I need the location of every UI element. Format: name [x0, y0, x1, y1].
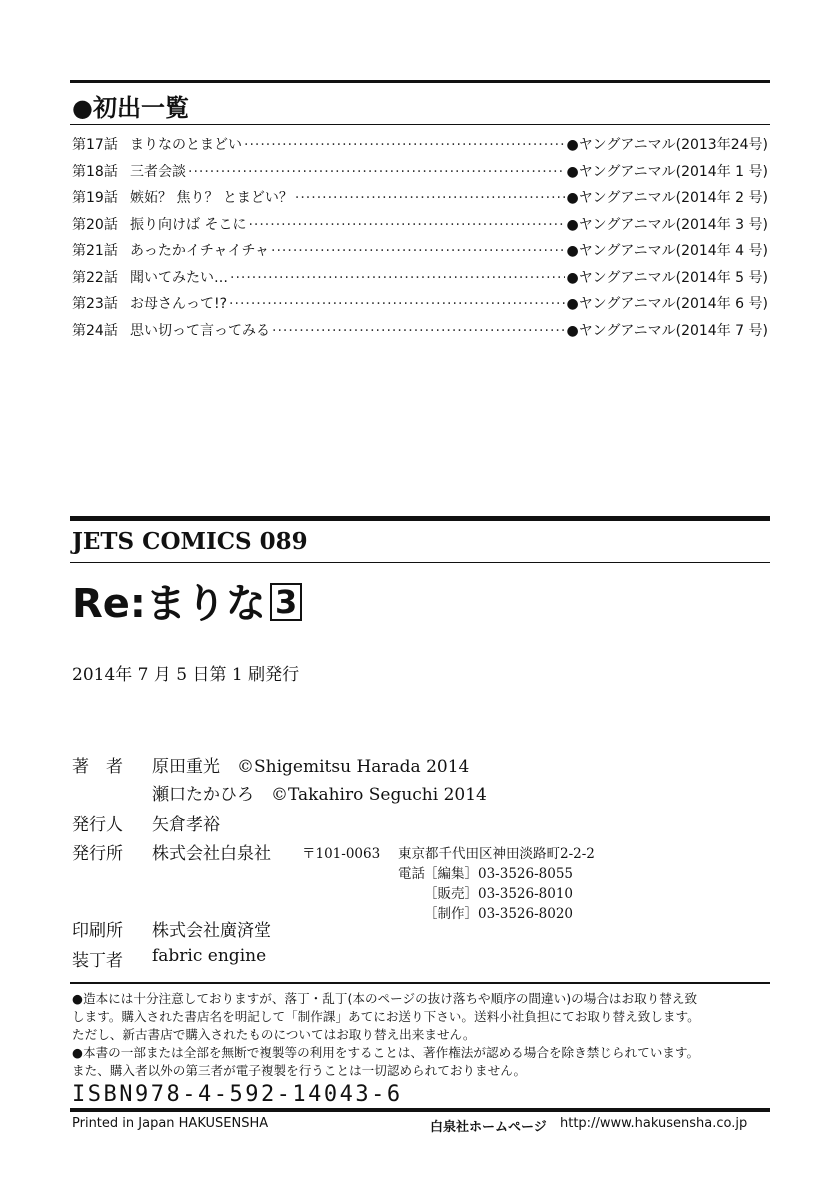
- book-title: [72, 572, 302, 629]
- list-item: [72, 240, 768, 267]
- publisher-person-label: 発行人: [72, 815, 123, 835]
- notes-rule: [70, 982, 770, 984]
- postal-code: 〒101-0063: [302, 846, 381, 862]
- dot-leader: [230, 270, 565, 286]
- chapter-title: 思い切って言ってみる: [130, 322, 270, 339]
- chapter-number: 第20話: [72, 216, 118, 233]
- chapter-title: 振り向けば そこに: [130, 216, 247, 233]
- phone-label: 電話: [398, 866, 425, 882]
- author-label: 著 者: [72, 757, 123, 777]
- series-rule: [70, 562, 770, 563]
- chapter-source: ●ヤングアニマル(2014年 4 号): [566, 243, 768, 259]
- publisher-person: 矢倉孝裕: [152, 815, 220, 835]
- list-item: [72, 161, 768, 188]
- printer-label: 印刷所: [72, 921, 123, 941]
- chapter-number: 第22話: [72, 269, 118, 286]
- chapter-number: 第21話: [72, 243, 118, 259]
- list-item: [72, 267, 768, 294]
- book-title-text: Re:まりな: [72, 581, 266, 627]
- chapter-title: 聞いてみたい…: [130, 269, 228, 286]
- chapter-title: まりなのとまどい: [130, 137, 242, 153]
- list-item: [72, 214, 768, 241]
- publisher-label: 発行所: [72, 844, 123, 864]
- chapter-number: 第17話: [72, 137, 118, 153]
- printed-in: Printed in Japan HAKUSENSHA: [72, 1116, 269, 1131]
- top-rule: [70, 80, 770, 83]
- chapter-source: ●ヤングアニマル(2014年 5 号): [566, 269, 768, 286]
- printer-name: 株式会社廣済堂: [152, 921, 271, 941]
- notes: [72, 990, 772, 1080]
- phone-editorial: ［編集］03-3526-8055: [424, 866, 574, 882]
- phone-sales: ［販売］03-3526-8010: [424, 886, 574, 902]
- dot-leader: [295, 190, 565, 206]
- colophon-top-rule: [70, 516, 770, 521]
- series-name: JETS COMICS 089: [72, 528, 308, 555]
- note-line: ●造本には十分注意しておりますが、落丁・乱丁(本のページの抜け落ちや順序の間違い)の場合はお取り替え致: [72, 991, 698, 1006]
- dot-leader: [229, 296, 564, 312]
- chapter-title: あったかイチャイチャ: [130, 243, 270, 259]
- dot-leader: [272, 323, 565, 339]
- homepage-url: http://www.hakusensha.co.jp: [560, 1116, 748, 1131]
- dot-leader: [244, 137, 565, 153]
- chapter-source: ●ヤングアニマル(2014年 1 号): [566, 163, 768, 180]
- chapter-source: ●ヤングアニマル(2014年 6 号): [566, 296, 768, 312]
- note-line: します。購入された書店名を明記して「制作課」あてにお送り下さい。送料小社負担にてお取り替え致します。: [72, 1009, 700, 1024]
- chapter-title: 三者会談: [130, 163, 186, 180]
- footer-rule: [70, 1108, 770, 1112]
- chapter-source: ●ヤングアニマル(2013年24号): [566, 137, 768, 153]
- chapter-number: 第23話: [72, 296, 118, 312]
- dot-leader: [188, 164, 565, 180]
- publisher-address: 東京都千代田区神田淡路町2-2-2: [398, 846, 595, 862]
- author-1: 原田重光 ©Shigemitsu Harada 2014: [152, 757, 470, 777]
- dot-leader: [248, 217, 564, 233]
- note-line: また、購入者以外の第三者が電子複製を行うことは一切認められておりません。: [72, 1063, 527, 1078]
- chapter-number: 第18話: [72, 163, 118, 180]
- first-appearance-heading: ●初出一覧: [72, 94, 189, 122]
- list-item: [72, 134, 768, 161]
- author-2: 瀬口たかひろ ©Takahiro Seguchi 2014: [152, 785, 487, 805]
- list-item: [72, 320, 768, 347]
- publisher-name: 株式会社白泉社: [152, 844, 271, 864]
- chapter-title: お母さんって!?: [130, 296, 228, 312]
- homepage-label: 白泉社ホームページ: [430, 1120, 547, 1135]
- chapter-source: ●ヤングアニマル(2014年 3 号): [566, 216, 768, 233]
- list-item: [72, 187, 768, 214]
- note-line: ●本書の一部または全部を無断で複製等の利用をすることは、著作権法が認める場合を除き禁じられています。: [72, 1045, 700, 1060]
- chapter-number: 第24話: [72, 322, 118, 339]
- chapter-source: ●ヤングアニマル(2014年 2 号): [566, 190, 768, 206]
- chapter-number: 第19話: [72, 190, 118, 206]
- dot-leader: [271, 243, 565, 259]
- isbn: ISBN978-4-592-14043-6: [72, 1082, 403, 1107]
- chapter-title: 嫉妬？ 焦り？ とまどい？: [130, 190, 293, 206]
- first-appearance-list: [72, 134, 768, 346]
- heading-rule: [70, 124, 770, 125]
- binding-label: 装丁者: [72, 951, 123, 971]
- binding-designer: fabric engine: [152, 946, 267, 966]
- note-line: ただし、新古書店で購入されたものについてはお取り替え出来ません。: [72, 1027, 476, 1042]
- volume-number: 3: [270, 583, 302, 621]
- chapter-source: ●ヤングアニマル(2014年 7 号): [566, 322, 768, 339]
- phone-production: ［制作］03-3526-8020: [424, 906, 574, 922]
- publication-date: 2014年 7 月 5 日第 1 刷発行: [72, 665, 300, 685]
- list-item: [72, 293, 768, 320]
